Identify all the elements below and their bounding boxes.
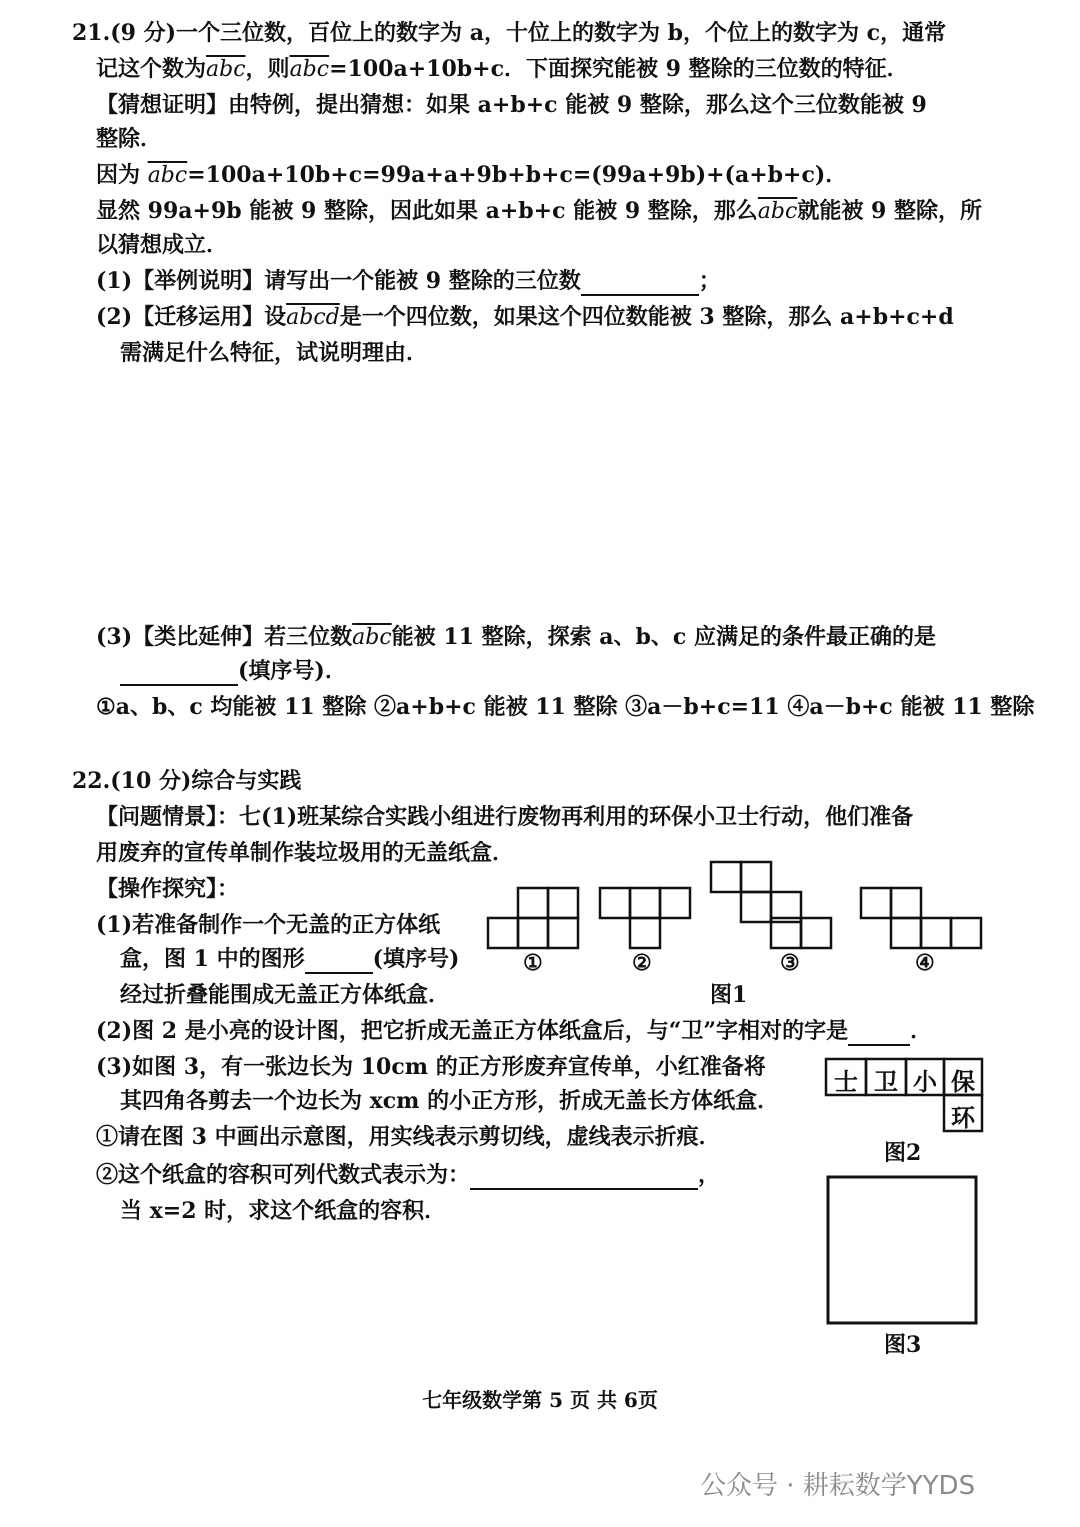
q21-conjecture-end: 整除．: [96, 126, 163, 152]
q22-part1-cont: 盒，图 1 中的图形 (填序号): [120, 946, 460, 972]
fig2-cell-huan: 环: [951, 1103, 975, 1132]
fig3-square: [828, 1177, 976, 1323]
q21-part2-cont: 需满足什么特征，试说明理由．: [120, 340, 429, 366]
fig2-cell-shi: 士: [834, 1067, 858, 1096]
q22-header: 22.(10 分)综合与实践: [72, 768, 302, 794]
q22-scenario-cont: 用废弃的宣传单制作装垃圾用的无盖纸盒．: [96, 840, 515, 866]
q21-part2: (2)【迁移运用】设abcd是一个四位数，如果这个四位数能被 3 整除，那么 a+b+c+d: [96, 304, 954, 330]
fig1-net-1: [488, 888, 578, 948]
fig1-label-1: ①: [523, 950, 543, 976]
q21-line2: 记这个数为$\overline{abc}$，则$\overline{abc}=100a+10b+c$．下面探究能被 9 整除的三位数的特征．: [96, 56, 909, 82]
q22-part1: (1)若准备制作一个无盖的正方体纸: [96, 912, 441, 938]
fig2-cell-bao: 保: [951, 1067, 975, 1096]
q22-part3: (3)如图 3，有一张边长为 10cm 的正方形废弃宣传单，小红准备将: [96, 1054, 766, 1080]
fig1-label-4: ④: [915, 950, 935, 976]
fig1-net-2: [600, 888, 690, 948]
q22-part3-sub2: ②这个纸盒的容积可列代数式表示为： ，: [96, 1162, 721, 1188]
q21-part3: (3)【类比延伸】若三位数$\overline{abc}$能被 11 整除，探索 a、b、c 应满足的条件最正确的是: [96, 624, 936, 650]
q21-header: 21.(9 分)一个三位数，百位上的数字为 a，十位上的数字为 b，个位上的数字为 c，通常: [72, 20, 947, 46]
q22-part3-sub1: ①请在图 3 中画出示意图，用实线表示剪切线，虚线表示折痕．: [96, 1124, 721, 1150]
q21-part3-options: ①a、b、c 均能被 11 整除 ②a+b+c 能被 11 整除 ③a－b+c=11 ④a－b+c 能被 11 整除: [96, 694, 1035, 720]
fig3-title: 图3: [884, 1332, 922, 1358]
fig2-cell-wei: 卫: [874, 1067, 898, 1096]
q21-part3-blank-line: (填序号)．: [120, 656, 347, 686]
q21-proof-conclusion: 显然 99a+9b 能被 9 整除，因此如果 a+b+c 能被 9 整除，那么$\overline{abc}$就能被 9 整除，所: [96, 198, 982, 224]
q21-proof: 因为 $\overline{abc}=100a+10b+c=99a+a+9b+b+c=(99a+9b)+(a+b+c)$．: [96, 162, 848, 188]
q22-explore: 【操作探究】：: [96, 876, 240, 902]
fig1-net-4: [861, 888, 981, 948]
watermark: 公众号 · 耕耘数学YYDS: [700, 1471, 976, 1501]
fig2-cell-xiao: 小: [913, 1067, 937, 1096]
fig1-label-3: ③: [780, 950, 800, 976]
page-footer: 七年级数学第 5 页 共 6页: [422, 1388, 658, 1412]
q21-part1: (1)【举例说明】请写出一个能被 9 整除的三位数 ；: [96, 268, 721, 294]
q22-part3-cont: 其四角各剪去一个边长为 xcm 的小正方形，折成无盖长方体纸盒．: [120, 1088, 780, 1114]
q21-proof-end: 以猜想成立．: [96, 232, 229, 258]
fig1-label-2: ②: [632, 950, 652, 976]
q22-part2: (2)图 2 是小亮的设计图，把它折成无盖正方体纸盒后，与“卫”字相对的字是 ．: [96, 1018, 933, 1044]
fig2-title: 图2: [884, 1140, 922, 1166]
q21-conjecture: 【猜想证明】由特例，提出猜想：如果 a+b+c 能被 9 整除，那么这个三位数能被 9: [96, 92, 927, 118]
q22-scenario: 【问题情景】：七(1)班某综合实践小组进行废物再利用的环保小卫士行动，他们准备: [96, 804, 914, 830]
fig1-title: 图1: [710, 982, 748, 1008]
q22-part1-end: 经过折叠能围成无盖正方体纸盒．: [120, 982, 451, 1008]
fig1-net-3: [711, 862, 831, 948]
q22-part3-sub2-cont: 当 x=2 时，求这个纸盒的容积．: [120, 1198, 447, 1224]
